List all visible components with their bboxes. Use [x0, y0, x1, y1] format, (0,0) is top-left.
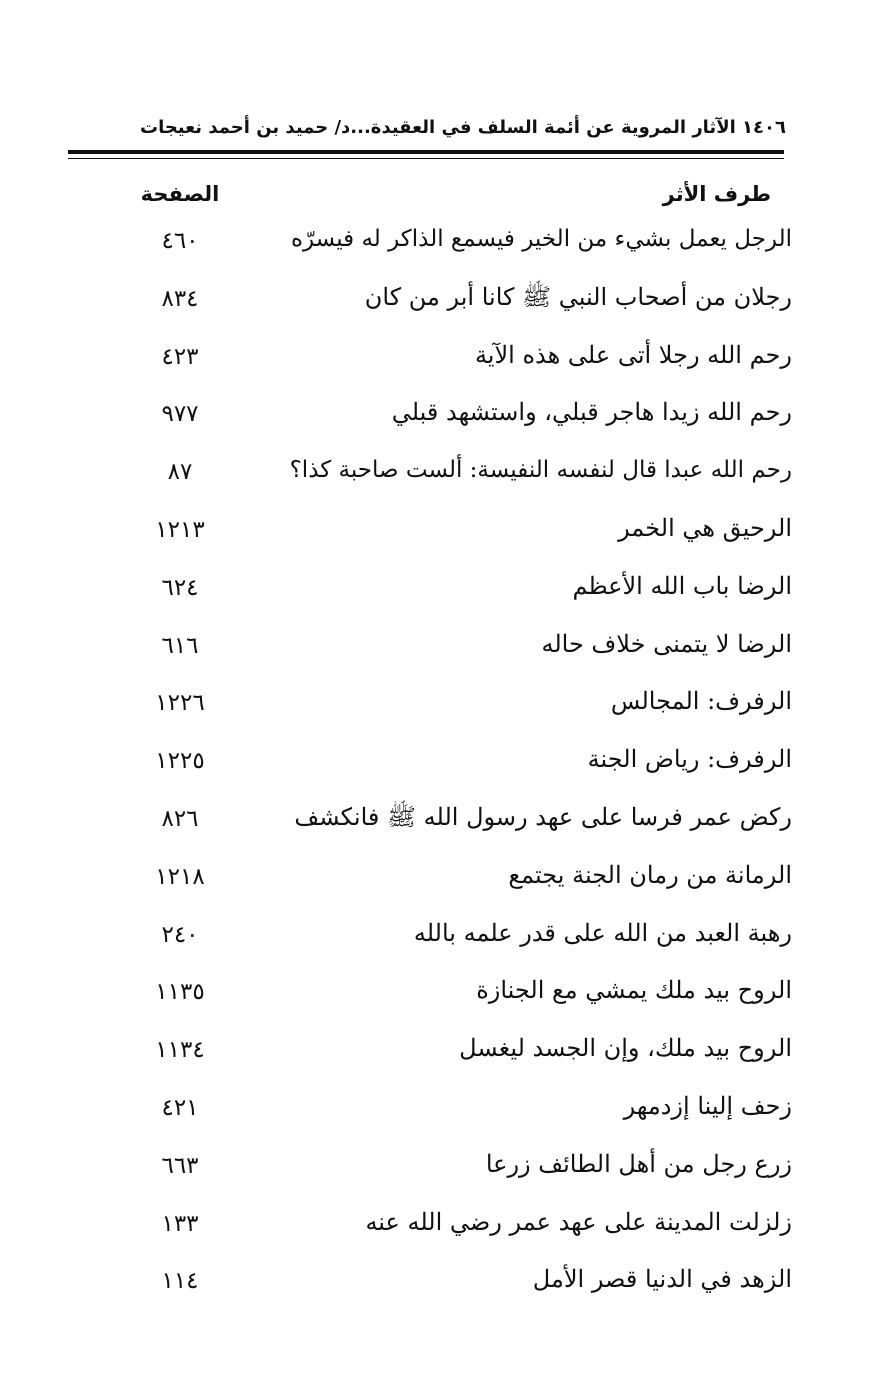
entry-phrase: الرفرف: المجالس	[610, 687, 792, 716]
entry-page-number: ١٢١٨	[155, 863, 205, 890]
index-entry-row	[100, 1020, 792, 1078]
index-entry-row	[100, 327, 792, 385]
entry-phrase: الرفرف: رياض الجنة	[587, 745, 792, 774]
entry-page-number: ١١٣٤	[155, 1037, 205, 1064]
index-entry-row	[100, 673, 792, 731]
index-entry-row	[100, 847, 792, 905]
entry-phrase: زرع رجل من أهل الطائف زرعا	[485, 1149, 792, 1178]
entry-page-number: ٢٤٠	[161, 921, 199, 948]
index-entry-row	[100, 442, 792, 500]
header-rule-thin	[68, 158, 784, 159]
entry-phrase: زحف إلينا إزدمهر	[623, 1091, 792, 1120]
entry-page-number: ١١٣٥	[155, 979, 205, 1006]
entry-page-number: ٦٢٤	[161, 574, 199, 601]
index-entry-row	[100, 789, 792, 847]
entry-phrase: رحم الله عبدا قال لنفسه النفيسة: ألست صاحبة كذا؟	[289, 457, 792, 484]
index-entry-row	[100, 558, 792, 616]
entry-page-number: ٨٧	[167, 459, 193, 486]
entry-phrase: ركض عمر فرسا على عهد رسول الله ﷺ فانكشف	[294, 802, 792, 831]
entry-page-number: ٦٦٣	[161, 1152, 199, 1179]
entry-page-number: ١٣٣	[161, 1210, 199, 1237]
entry-page-number: ١١٤	[161, 1268, 199, 1295]
entry-phrase: الرجل يعمل بشيء من الخير فيسمع الذاكر له فيسرّه	[290, 226, 792, 252]
entry-phrase: الروح بيد ملك، وإن الجسد ليغسل	[459, 1034, 792, 1063]
entry-page-number: ٨٣٤	[161, 285, 199, 312]
index-entry-row	[100, 1136, 792, 1194]
entry-page-number: ١٢٢٥	[155, 748, 205, 775]
index-entry-row	[100, 616, 792, 674]
index-entry-row	[100, 500, 792, 558]
entry-page-number: ٤٦٠	[161, 228, 199, 254]
index-entry-row	[100, 1251, 792, 1309]
entry-phrase: زلزلت المدينة على عهد عمر رضي الله عنه	[365, 1207, 792, 1236]
entry-phrase: رحم الله رجلا أتى على هذه الآية	[474, 340, 792, 369]
entry-phrase: الروح بيد ملك يمشي مع الجنازة	[476, 976, 792, 1005]
index-entries	[100, 211, 792, 1309]
entry-page-number: ٦١٦	[161, 632, 199, 659]
entry-phrase: رهبة العبد من الله على قدر علمه بالله	[413, 918, 792, 947]
index-entry-row	[100, 962, 792, 1020]
entry-phrase: رجلان من أصحاب النبي ﷺ كانا أبر من كان	[364, 282, 792, 311]
entry-page-number: ١٢٢٦	[155, 690, 205, 717]
entry-phrase: الرضا باب الله الأعظم	[572, 571, 792, 600]
entry-page-number: ٤٢٣	[161, 343, 199, 370]
entry-phrase: الرحيق هي الخمر	[618, 513, 792, 542]
entry-page-number: ٨٢٦	[161, 805, 199, 832]
running-header: ١٤٠٦ الآثار المروية عن أئمة السلف في العقيدة...د/ حميد بن أحمد نعيجات	[139, 117, 786, 138]
entry-phrase: الرمانة من رمان الجنة يجتمع	[508, 860, 792, 889]
index-entry-row	[100, 905, 792, 963]
column-header-phrase: طرف الأثر	[662, 182, 771, 206]
index-entry-row	[100, 269, 792, 327]
entry-page-number: ٤٢١	[161, 1094, 199, 1121]
entry-phrase: الزهد في الدنيا قصر الأمل	[532, 1265, 792, 1294]
index-entry-row	[100, 384, 792, 442]
entry-page-number: ٩٧٧	[161, 401, 199, 428]
entry-page-number: ١٢١٣	[155, 516, 205, 543]
column-header-page: الصفحة	[140, 182, 220, 206]
entry-phrase: الرضا لا يتمنى خلاف حاله	[541, 629, 792, 658]
index-entry-row	[100, 211, 792, 269]
index-entry-row	[100, 731, 792, 789]
entry-phrase: رحم الله زيدا هاجر قبلي، واستشهد قبلي	[391, 398, 792, 427]
header-rule-thick	[68, 150, 784, 154]
index-entry-row	[100, 1078, 792, 1136]
index-entry-row	[100, 1194, 792, 1252]
